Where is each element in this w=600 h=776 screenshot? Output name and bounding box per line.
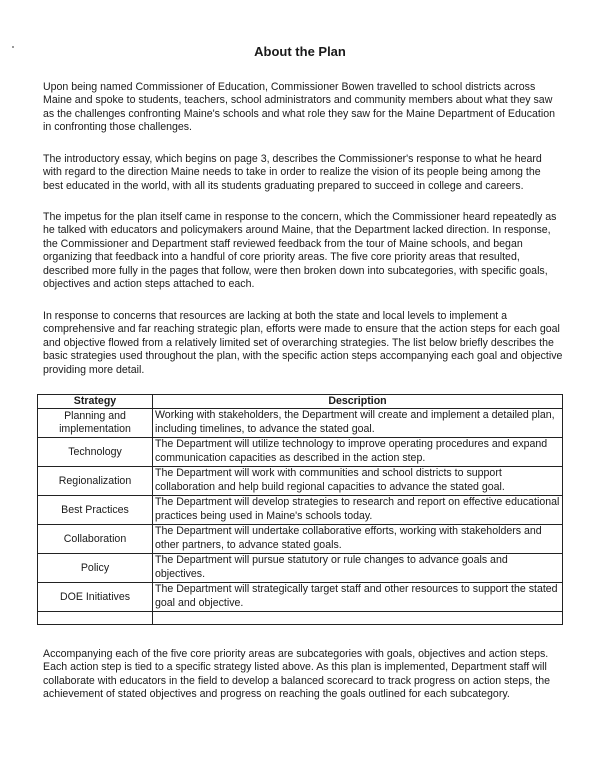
strategy-cell: Policy [38, 554, 153, 583]
strategy-cell: DOE Initiatives [38, 583, 153, 612]
strategy-cell: Collaboration [38, 525, 153, 554]
description-cell: Working with stakeholders, the Department will create and implement a detailed plan, including timelines, to advance the stated goal. [153, 409, 563, 438]
strategy-cell: Technology [38, 438, 153, 467]
strategy-cell: Best Practices [38, 496, 153, 525]
table-row [38, 554, 563, 583]
strategy-table [37, 394, 563, 625]
table-row [38, 467, 563, 496]
table-row [38, 438, 563, 467]
empty-cell [38, 612, 153, 625]
table-row [38, 496, 563, 525]
description-cell: The Department will pursue statutory or rule changes to advance goals and objectives. [153, 554, 563, 583]
empty-cell [153, 612, 563, 625]
description-cell: The Department will strategically target staff and other resources to support the stated goal and objective. [153, 583, 563, 612]
description-cell: The Department will undertake collaborative efforts, working with stakeholders and other partners, to advance stated goals. [153, 525, 563, 554]
table-empty-row [38, 612, 563, 625]
paragraph-intro: Upon being named Commissioner of Education, Commissioner Bowen travelled to school districts across Maine and spoke to students, teachers, school administrators and community members about what they saw as the challenges confronting Maine's schools and what role they saw for the Maine Department of Education in confronting those challenges. [43, 81, 555, 134]
table-row [38, 409, 563, 438]
paragraph-essay: The introductory essay, which begins on page 3, describes the Commissioner's response to what he heard with regard to the direction Maine needs to take in order to realize the vision of its people being among the best educated in the world, with all its students graduating prepared to succeed in college and careers. [43, 153, 542, 192]
table-row [38, 583, 563, 612]
table-header-row [38, 395, 563, 409]
strategy-header: Strategy [38, 395, 153, 409]
description-header: Description [153, 395, 563, 409]
description-cell: The Department will utilize technology to improve operating procedures and expand communication capacities as described in the action step. [153, 438, 563, 467]
paragraph-scorecard: Accompanying each of the five core priority areas are subcategories with goals, objectives and action steps. Each action step is tied to a specific strategy listed above. As this plan is implemented, Department staff will collaborate with educators in the field to develop a balanced scorecard to track progress on action steps, the achievement of stated objectives and progress on reaching the goals outlined for each subcategory. [43, 648, 551, 701]
description-cell: The Department will work with communities and school districts to support collaboration and help build regional capacities to advance the stated goal. [153, 467, 563, 496]
description-cell: The Department will develop strategies to research and report on effective educational practices being used in Maine's schools today. [153, 496, 563, 525]
page-title: About the Plan [254, 44, 346, 59]
paragraph-impetus: The impetus for the plan itself came in response to the concern, which the Commissioner heard repeatedly as he talked with educators and policymakers around Maine, that the Department lacked direction. In response, the Commissioner and Department staff reviewed feedback from the tour of Maine schools, and began organizing that feedback into a handful of core priority areas. The five core priority areas that resulted, described more fully in the pages that follow, were then broken down into subcategories, with specific goals, objectives and action steps attached to each. [43, 211, 557, 291]
strategy-cell: Planning and implementation [38, 409, 153, 438]
table-row [38, 525, 563, 554]
strategy-cell: Regionalization [38, 467, 153, 496]
paragraph-resources: In response to concerns that resources are lacking at both the state and local levels to implement a comprehensive and far reaching strategic plan, efforts were made to ensure that the action steps for each goal and objective flowed from a relatively limited set of overarching strategies. The list below briefly describes the basic strategies used throughout the plan, with the specific action steps accompanying each goal and objective providing more detail. [43, 310, 563, 376]
